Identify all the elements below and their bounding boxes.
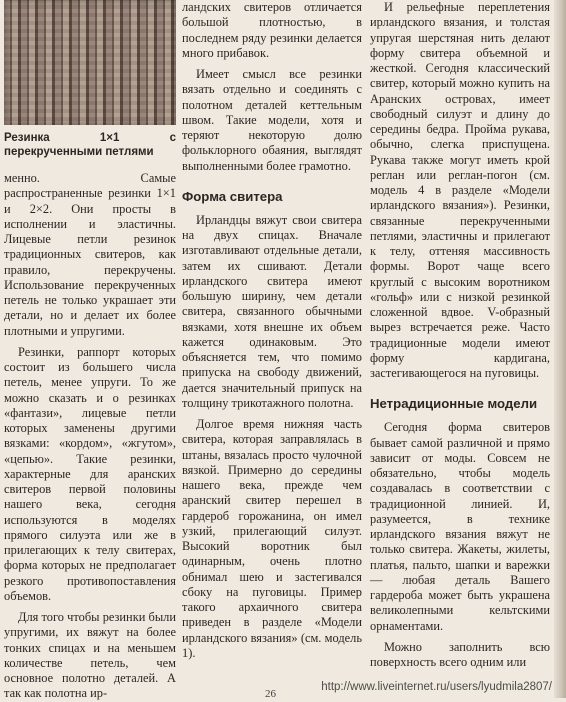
paragraph: ландских свитеров отличается большой плотностью, в последнем ряду резинки делается много прибавок. xyxy=(182,0,362,60)
paragraph: Резинки, раппорт которых состоит из большего числа петель, менее упруги. То же можно сказать и о резинках «фантази», лицевые петли которых заменены другими вязками: «кордом», «жгутом», «цепью». Такие резинки, характерные для аранских свитеров первой половины нашего века, сегодня используются в моделях прямого силуэта или же в прилегающих к телу свитерах, форма которых не предполагает резкого противопоставления объемов. xyxy=(4,344,176,603)
paragraph: Сегодня форма свитеров бывает самой различной и прямо зависит от моды. Совсем не обязательно, чтобы модель создавалась в соответствии с традиционной линией. И, разумеется, в технике ирландского вязания вяжут не только свитера. Жакеты, жилеты, платья, пальто, шапки и варежки — любая деталь Вашего гардероба может быть украшена великолепными кельтскими орнаментами. xyxy=(370,420,550,633)
paragraph: менно. Самые распространенные резинки 1×1 и 2×2. Они просты в исполнении и эластичны. Лицевые петли резинок традиционных свитеров, как правило, перекручены. Использование перекрученных петель не только украшает эти детали, но и делает их более плотными и упругими. xyxy=(4,171,176,338)
page-number: 26 xyxy=(265,688,276,700)
paragraph: Ирландцы вяжут свои свитера на двух спицах. Вначале изготавливают отдельные детали, затем их сшивают. Детали ирландского свитера имеют большую ширину, чем детали свитера, связанного обычными вязками, хотя внешне их объем кажется одинаковым. Это объясняется тем, что помимо припуска на свободу движений, дается значительный припуск на толщину трикотажного полотна. xyxy=(182,212,362,410)
rib-knit-photo xyxy=(4,0,176,125)
section-heading-sweater-shape: Форма свитера xyxy=(182,188,283,204)
column-right xyxy=(370,0,550,670)
column-middle xyxy=(182,0,362,661)
paragraph: Имеет смысл все резинки вязать отдельно и соединять с полотном деталей кеттельным швом. Такие модели, хотя и теряют некоторую долю фольклорного обаяния, выглядят выполненными более грамотно. xyxy=(182,67,362,173)
photo-caption: Резинка 1×1 с перекрученными петлями xyxy=(4,132,176,158)
paragraph: И рельефные переплетения ирландского вязания, и толстая упругая шерстяная нить делают форму свитера объемной и жесткой. Сегодня классический свитер, который можно купить на Аранских островах, имеет свободный силуэт и длину до середины бедра. Пройма рукава, обычно, слегка приспущена. Рукава также могут иметь крой реглан или реглан-погон (см. модель 4 в разделе «Модели ирландского вязания»). Резинки, связанные перекрученными петлями, эластичны и прилегают к телу, оттеняя массивность формы. Ворот чаще всего круглый с высоким воротником «гольф» или с низкой резинкой сложенной вдвое. V-образный вырез встречается реже. Часто традиционные модели имеют форму кардигана, застегивающегося на пуговицы. xyxy=(370,0,550,380)
section-heading-nontraditional-models: Нетрадиционные модели xyxy=(370,396,538,412)
watermark-url: http://www.liveinternet.ru/users/lyudmila2807/ xyxy=(321,681,552,693)
paragraph: Для того чтобы резинки были упругими, их вяжут на более тонких спицах и на меньшем количестве петель, чем основное полотно деталей. А так как полотна ир- xyxy=(4,610,176,701)
paragraph: Можно заполнить всю поверхность всего одним или xyxy=(370,639,550,669)
column-left xyxy=(4,0,176,702)
paragraph: Долгое время нижняя часть свитера, которая заправлялась в штаны, вязалась просто чулочной вязкой. Примерно до середины нашего века, прежде чем аранский свитер перешел в гардероб горожанина, он имел узкий, прилегающий силуэт. Высокий воротник был одинарным, очень плотно обнимал шею и застегивался сбоку на пуговицы. Пример такого архаичного свитера приведен в разделе «Модели ирландского вязания» (см. модель 1). xyxy=(182,417,362,660)
book-spine-shadow xyxy=(554,0,566,698)
